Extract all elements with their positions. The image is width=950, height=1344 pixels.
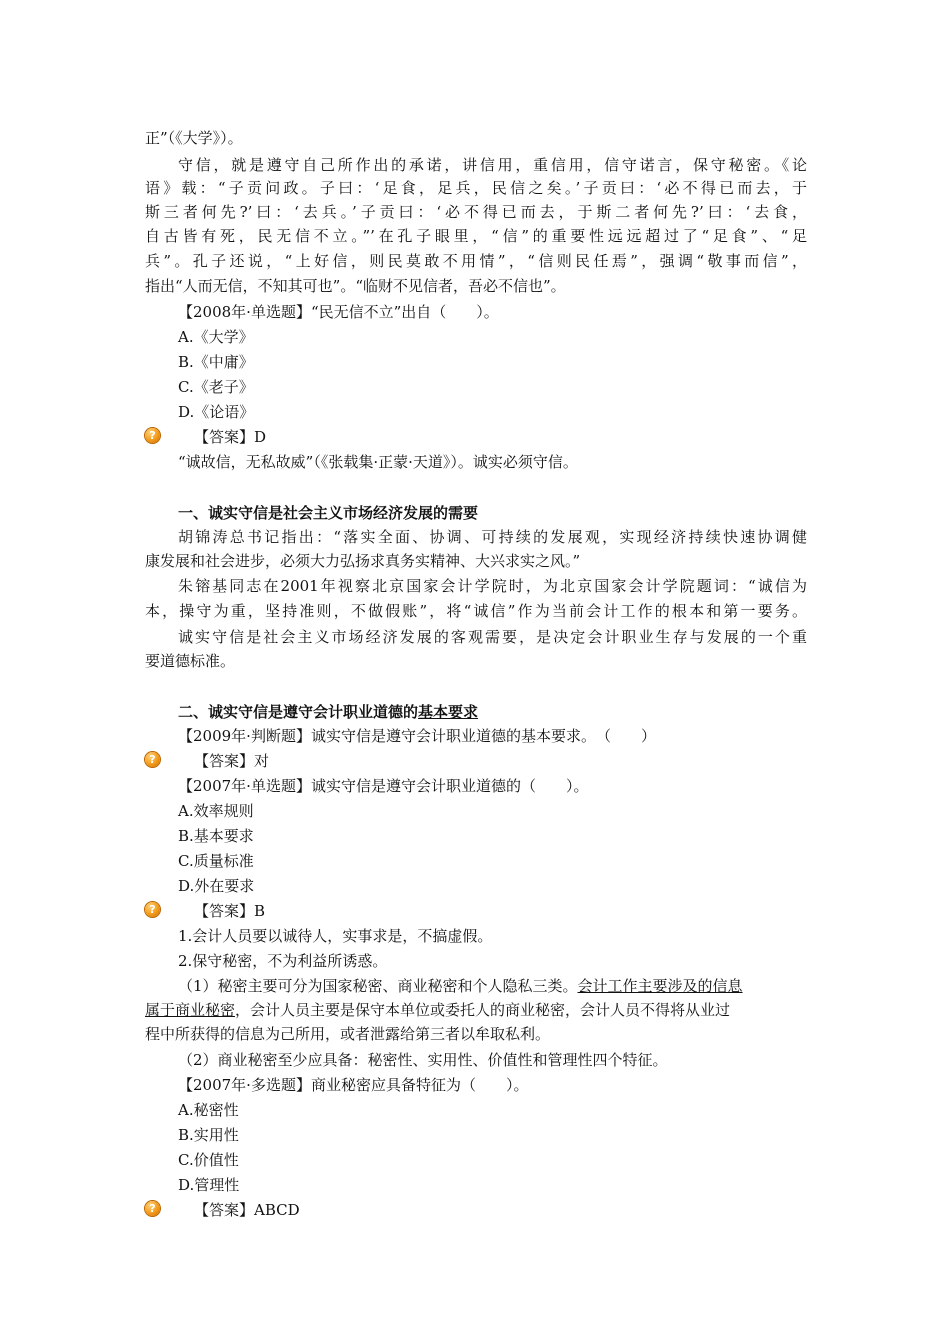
text-line: 朱镕基同志在2001年视察北京国家会计学院时，为北京国家会计学院题词：“诚信为 bbox=[178, 577, 807, 595]
option-b: B.基本要求 bbox=[178, 827, 254, 845]
option-d: D.管理性 bbox=[178, 1176, 240, 1194]
question-mark-icon[interactable]: ? bbox=[145, 752, 160, 767]
option-d: D.外在要求 bbox=[178, 877, 255, 895]
answer-text: 【答案】ABCD bbox=[194, 1201, 300, 1219]
question-stem: 【2007年·多选题】商业秘密应具备特征为（ ）。 bbox=[178, 1076, 529, 1094]
question-stem: 【2008年·单选题】“民无信不立”出自（ ）。 bbox=[178, 303, 499, 321]
question-mark-icon[interactable]: ? bbox=[145, 902, 160, 917]
question-stem: 【2007年·单选题】诚实守信是遵守会计职业道德的（ ）。 bbox=[178, 777, 589, 795]
text-line: 1.会计人员要以诚待人，实事求是，不搞虚假。 bbox=[178, 927, 493, 945]
text-line: 2.保守秘密，不为利益所诱惑。 bbox=[178, 952, 388, 970]
option-b: B.实用性 bbox=[178, 1126, 239, 1144]
underlined-text: 会计工作主要涉及的信息 bbox=[577, 977, 743, 995]
option-c: C.《老子》 bbox=[178, 378, 254, 396]
option-a: A.效率规则 bbox=[178, 802, 254, 820]
underlined-text: 属于商业秘密 bbox=[145, 1001, 236, 1019]
answer-text: 【答案】对 bbox=[194, 752, 270, 770]
text-line: 本，操守为重，坚持准则，不做假账”，将“诚信”作为当前会计工作的根本和第一要务。 bbox=[145, 602, 807, 620]
heading-text: 二、诚实守信是遵守会计职业道德的 bbox=[178, 703, 419, 721]
text-line: 正”（《大学》）。 bbox=[145, 129, 243, 147]
option-c: C.价值性 bbox=[178, 1151, 239, 1169]
text-line: 程中所获得的信息为己所用，或者泄露给第三者以牟取私利。 bbox=[145, 1025, 551, 1043]
text-line: 要道德标准。 bbox=[145, 652, 236, 670]
text-line: 胡锦涛总书记指出：“落实全面、协调、可持续的发展观，实现经济持续快速协调健 bbox=[178, 528, 807, 546]
text-span: ，会计人员主要是保守本单位或委托人的商业秘密，会计人员不得将从业过 bbox=[235, 1001, 731, 1019]
text-line: 斯三者何先?’曰：‘去兵。’子贡曰：‘必不得已而去，于斯二者何先?’曰：‘去食， bbox=[145, 203, 807, 221]
text-line: （2）商业秘密至少应具备：秘密性、实用性、价值性和管理性四个特征。 bbox=[178, 1051, 668, 1069]
option-a: A.秘密性 bbox=[178, 1101, 239, 1119]
text-line: 自古皆有死，民无信不立。”’在孔子眼里，“信”的重要性远远超过了“足食”、“足 bbox=[145, 227, 807, 245]
question-mark-icon[interactable]: ? bbox=[145, 1201, 160, 1216]
option-a: A.《大学》 bbox=[178, 328, 254, 346]
text-line bbox=[145, 999, 730, 1021]
text-line: 守信，就是遵守自己所作出的承诺，讲信用，重信用，信守诺言，保守秘密。《论 bbox=[178, 156, 807, 174]
option-c: C.质量标准 bbox=[178, 852, 254, 870]
text-line: 兵”。孔子还说，“上好信，则民莫敢不用情”，“信则民任焉”，强调“敬事而信”， bbox=[145, 252, 807, 270]
section-heading bbox=[178, 701, 478, 723]
text-line: 语》载：“子贡问政。子曰：‘足食，足兵，民信之矣。’子贡曰：‘必不得已而去，于 bbox=[145, 179, 807, 197]
text-line: “诚故信，无私故威”（《张载集·正蒙·天道》）。诚实必须守信。 bbox=[178, 453, 578, 471]
section-heading: 一、诚实守信是社会主义市场经济发展的需要 bbox=[178, 504, 479, 522]
text-line: 康发展和社会进步，必须大力弘扬求真务实精神、大兴求实之风。” bbox=[145, 552, 581, 570]
answer-text: 【答案】D bbox=[194, 428, 267, 446]
answer-text: 【答案】B bbox=[194, 902, 266, 920]
heading-underlined-text: 基本要求 bbox=[418, 703, 479, 721]
text-line bbox=[178, 975, 743, 997]
question-stem: 【2009年·判断题】诚实守信是遵守会计职业道德的基本要求。 （ ） bbox=[178, 727, 656, 745]
text-span: （1）秘密主要可分为国家秘密、商业秘密和个人隐私三类。 bbox=[178, 977, 578, 995]
option-d: D.《论语》 bbox=[178, 403, 255, 421]
question-mark-icon[interactable]: ? bbox=[145, 428, 160, 443]
option-b: B.《中庸》 bbox=[178, 353, 254, 371]
text-line: 诚实守信是社会主义市场经济发展的客观需要，是决定会计职业生存与发展的一个重 bbox=[178, 628, 807, 646]
text-line: 指出“人而无信，不知其可也”。“临财不见信者，吾必不信也”。 bbox=[145, 277, 566, 295]
